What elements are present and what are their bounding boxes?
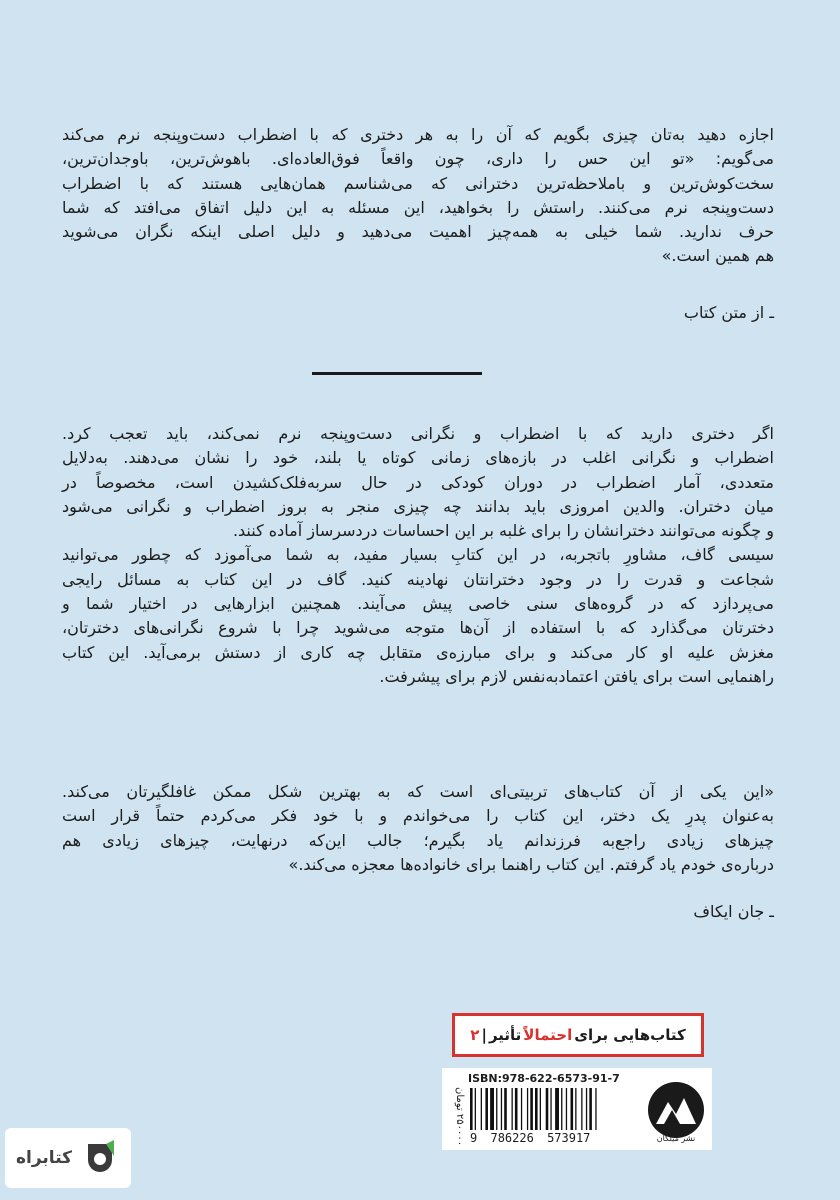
barcode-panel <box>442 1068 712 1150</box>
description-line: مغزش علیه او کار می‌کند و برای مبارزه‌ی متقابل چه کاری از دستش برمی‌آید. این کتاب <box>62 642 774 662</box>
description-line: متعددی، آمار اضطراب در دوران کودکی در حال سربه‌فلک‌کشیدن است، مخصوصاً در <box>62 472 774 492</box>
description-line: اضطراب و نگرانی اغلب در بازه‌های زمانی کوتاه یا بلند، خود را نشان می‌دهند. به‌دلایل <box>62 448 774 468</box>
quote-line: اجازه دهید به‌تان چیزی بگویم که آن را به هر دختری که با اضطراب دست‌وپنجه نرم می‌کند <box>62 125 774 144</box>
book-description <box>62 422 774 689</box>
description-line: راهنمایی است برای یافتن اعتمادبه‌نفس لازم برای پیشرفت. <box>379 666 774 686</box>
isbn-digits <box>470 1131 596 1145</box>
ketabrah-watermark <box>5 1128 131 1188</box>
series-number: ۲ <box>470 1026 480 1044</box>
series-label <box>452 1013 704 1057</box>
endorsement-line: به‌عنوان پدرِ یک دختر، این کتاب را می‌خواندم و با خود فکر می‌کردم حتماً قرار است <box>62 806 774 826</box>
isbn-digit-group: 9 <box>470 1131 478 1145</box>
isbn-text: ISBN:978-622-6573-91-7 <box>468 1072 620 1085</box>
endorsement-line: درباره‌ی خودم یاد گرفتم. این کتاب راهنما برای خانواده‌ها معجزه می‌کند.» <box>288 854 774 874</box>
quote-line: حرف ندارید. شما خیلی به همه‌چیز اهمیت می‌دهید و دلیل اصلی اینکه نگران می‌شوید <box>62 222 774 242</box>
barcode-icon <box>470 1088 640 1130</box>
series-separator: | <box>481 1026 487 1044</box>
description-line: و چگونه می‌توانند دخترانشان را برای غلبه بر این احساسات دردسرساز آماده کنند. <box>232 521 774 541</box>
description-line: می‌پردازد که در گروه‌های سنی خاصی پیش می‌آیند. همچنین ابزارهایی در اختیار شما و <box>62 594 774 614</box>
price-label: ۲۵۰۰۰۰ تومان <box>454 1086 465 1146</box>
endorsement-line: «این یکی از آن کتاب‌های تربیتی‌ای است که به بهترین شکل ممکن غافلگیرتان می‌کند. <box>62 782 774 801</box>
quote-line: دست‌وپنجه نرم می‌کنند. راستش را بخواهید، این مسئله به این دلیل اتفاق می‌افتد که شما <box>62 197 774 217</box>
series-suffix: تأثیر <box>488 1026 522 1044</box>
isbn-digit-group: 573917 <box>547 1131 591 1145</box>
description-line: دخترتان می‌گذارد که با استفاده از آن‌ها متوجه می‌شوید چرا با شروع نگرانی‌های دخترتان، <box>62 618 774 638</box>
quote-source: ـ از متن کتاب <box>683 303 774 322</box>
description-line: شجاعت و قدرت را در وجود دخترانتان نهادینه کنید. گاف در این کتاب به مسائل رایجی <box>62 569 774 589</box>
endorsement-author: ـ جان ایکاف <box>693 902 774 921</box>
endorsement-quote <box>62 780 774 877</box>
publisher-name: نشر میلکان <box>656 1134 696 1143</box>
quote-line: می‌گویم: «تو این حس را داری، چون واقعاً فوق‌العاده‌ای. باهوش‌ترین، باوجدان‌ترین، <box>62 149 774 169</box>
endorsement-line: چیزهای زیادی راجع‌به فرزندانم یاد بگیرم؛ جالب این‌که درنهایت، چیزهای زیادی هم <box>62 830 774 850</box>
ketabrah-wordmark: کتابراه <box>15 1148 73 1168</box>
description-line: میان دختران. والدین امروزی باید بدانند چه چیزی منجر به بروز اضطراب و نگرانی می‌شود <box>62 496 774 516</box>
series-accent: احتمالاً <box>523 1026 573 1044</box>
section-divider <box>312 372 482 375</box>
description-line: اگر دختری دارید که با اضطراب و نگرانی دست‌وپنجه نرم نمی‌کند، باید تعجب کرد. <box>62 424 774 443</box>
description-line: سیسی گاف، مشاورِ باتجربه، در این کتابِ بسیار مفید، به شما می‌آموزد که چطور می‌توانید <box>62 545 774 565</box>
opening-quote <box>62 123 774 269</box>
series-prefix: کتاب‌هایی برای <box>574 1026 686 1044</box>
ketabrah-logo-icon <box>80 1138 120 1178</box>
quote-line: سخت‌کوش‌ترین و باملاحظه‌ترین دخترانی که می‌شناسم همان‌هایی هستند که با اضطراب <box>62 173 774 193</box>
quote-line: هم همین است.» <box>661 246 774 266</box>
isbn-digit-group: 786226 <box>490 1131 534 1145</box>
